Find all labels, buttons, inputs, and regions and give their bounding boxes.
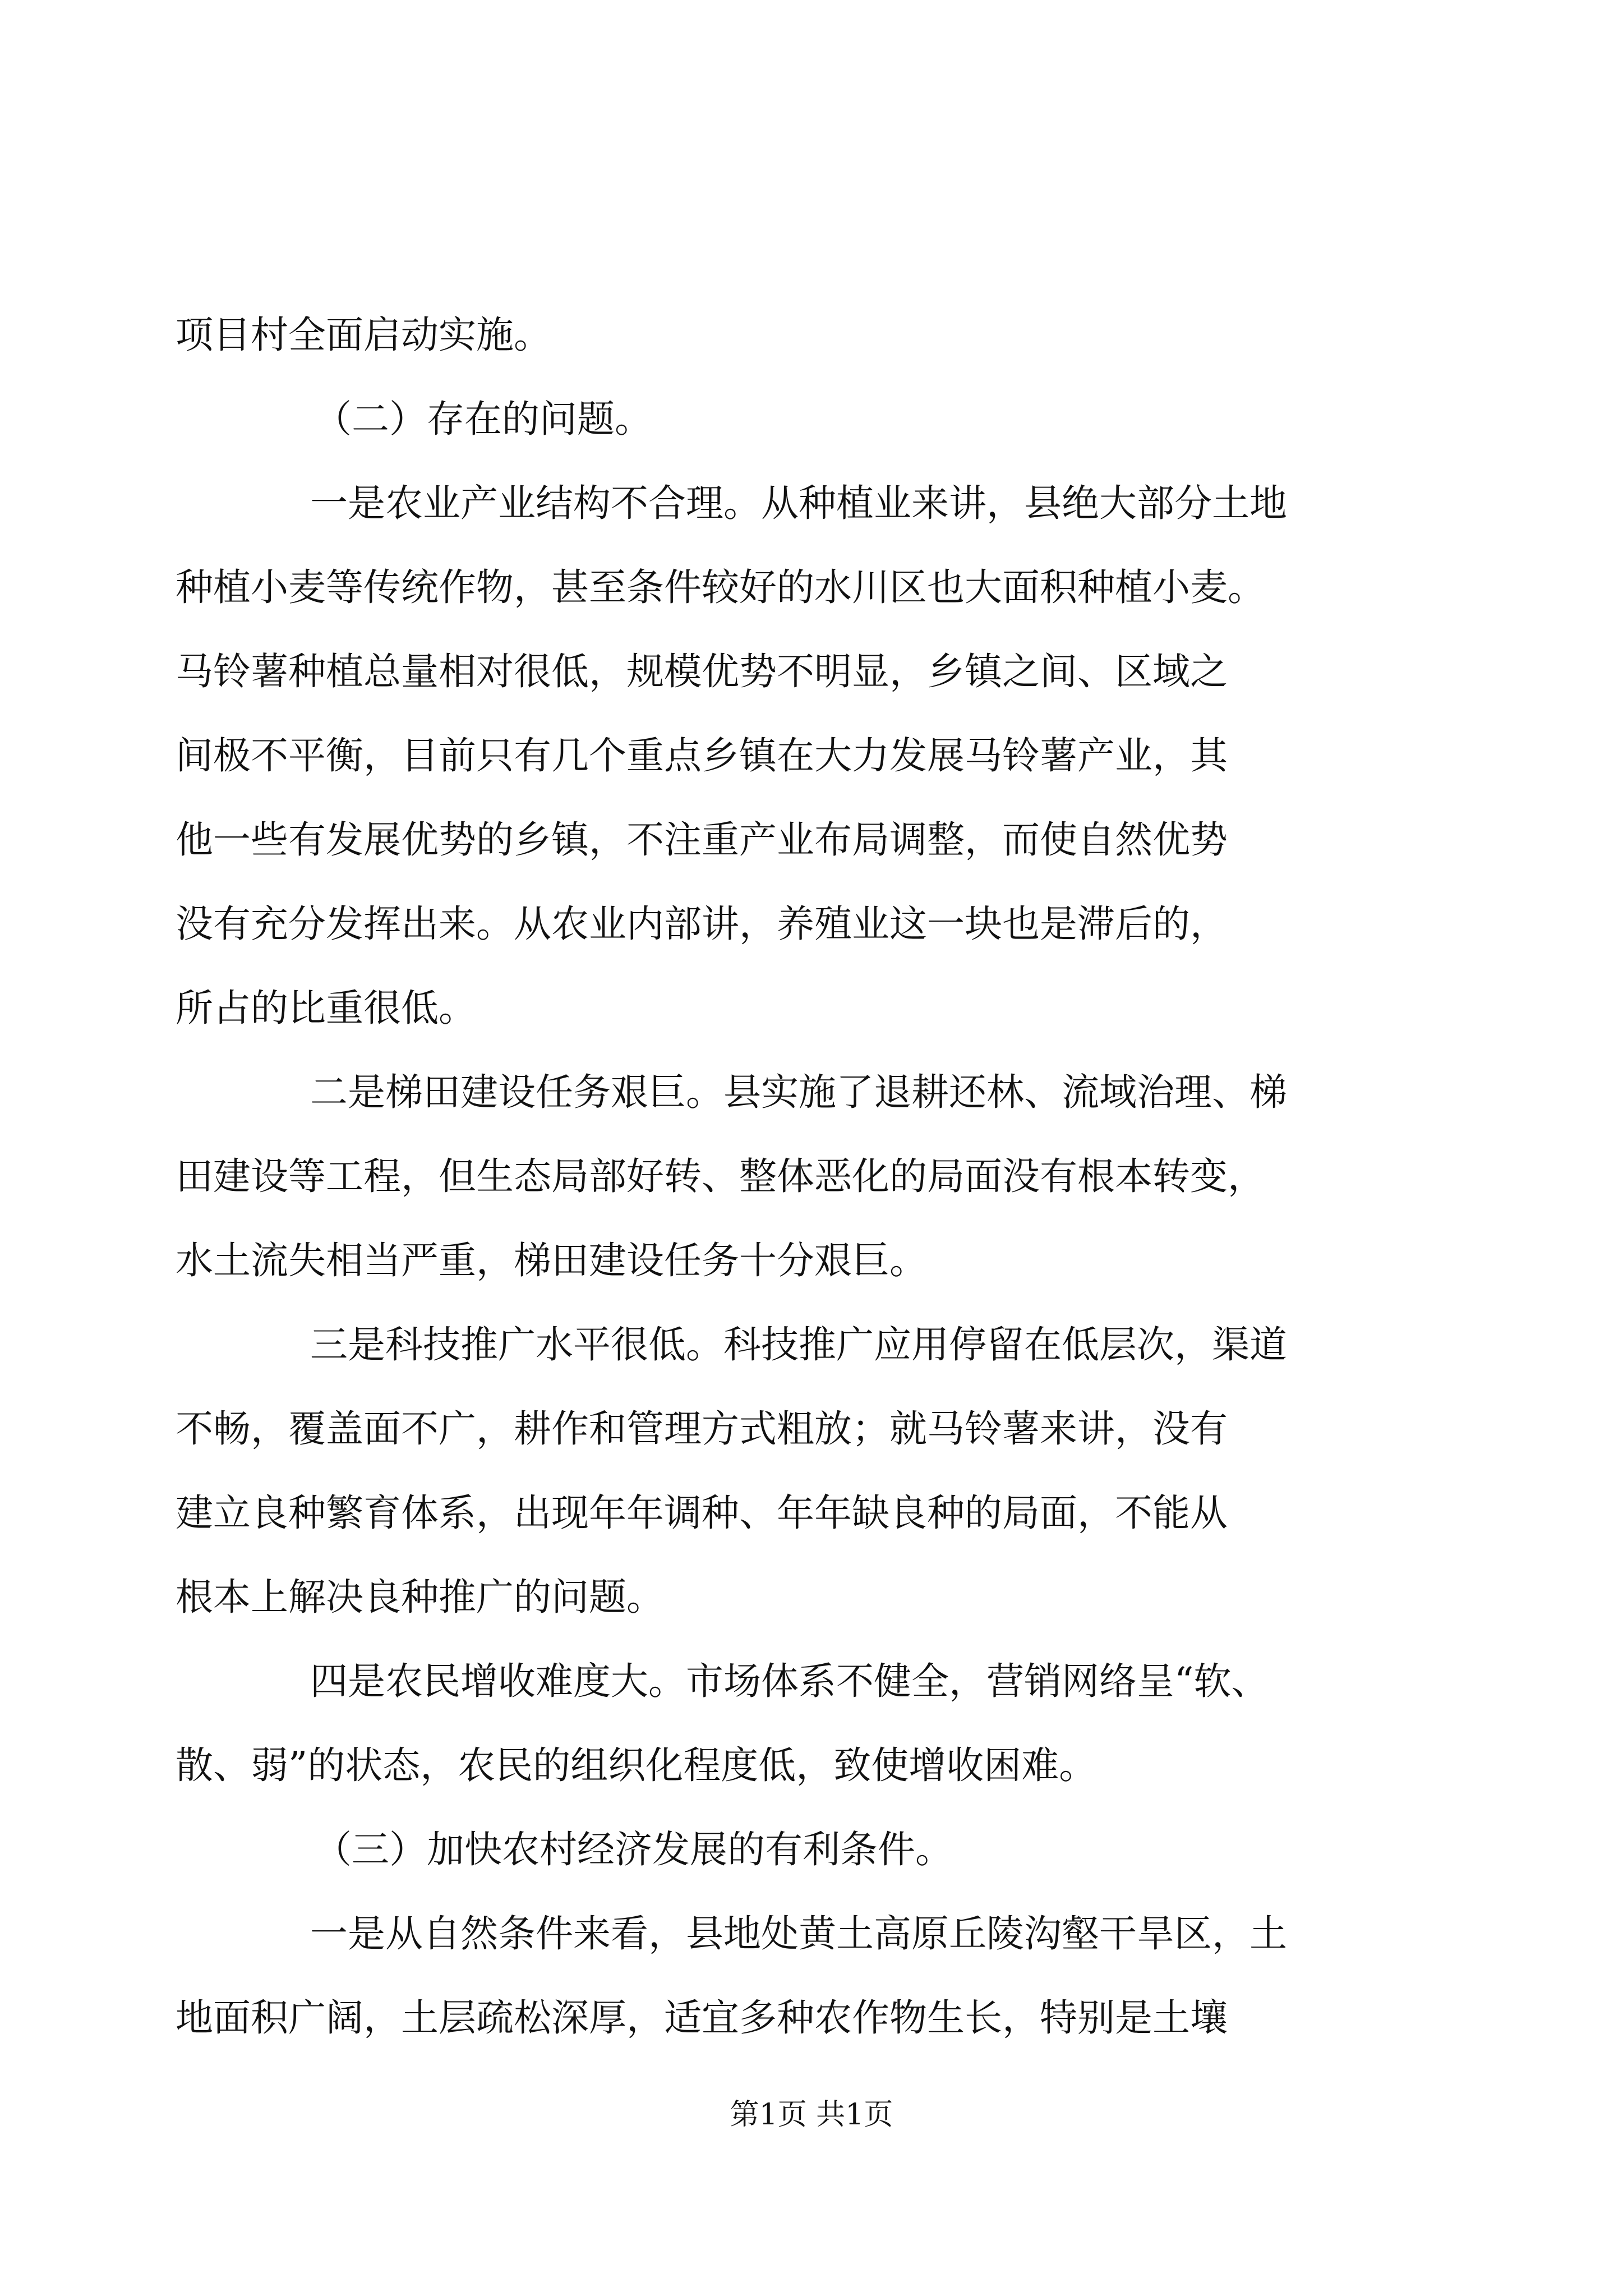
text-line-7: 他一些有发展优势的乡镇，不注重产业布局调整，而使自然优势 — [176, 818, 1228, 862]
text-line-15: 建立良种繁育体系，出现年年调种、年年缺良种的局面，不能从 — [176, 1491, 1228, 1535]
text-line-12: 水土流失相当严重，梯田建设任务十分艰巨。 — [176, 1239, 927, 1282]
section-heading-3: （三）加快农村经济发展的有利条件。 — [314, 1828, 953, 1871]
text-line-8: 没有充分发挥出来。从农业内部讲，养殖业这一块也是滞后的， — [176, 902, 1228, 946]
text-line-9: 所占的比重很低。 — [176, 986, 476, 1030]
text-line-21: 地面积广阔，土层疏松深厚，适宜多种农作物生长，特别是土壤 — [176, 1996, 1228, 2040]
text-line-3: 一是农业产业结构不合理。从种植业来讲，县绝大部分土地 — [310, 481, 1287, 525]
text-line-4: 种植小麦等传统作物，甚至条件较好的水川区也大面积种植小麦。 — [176, 565, 1265, 609]
text-line-14: 不畅，覆盖面不广，耕作和管理方式粗放；就马铃薯来讲，没有 — [176, 1407, 1228, 1451]
text-line-1: 项目村全面启动实施。 — [176, 313, 551, 357]
text-line-11: 田建设等工程，但生态局部好转、整体恶化的局面没有根本转变， — [176, 1154, 1265, 1198]
text-line-16: 根本上解决良种推广的问题。 — [176, 1575, 664, 1619]
section-heading-2: （二）存在的问题。 — [314, 397, 652, 441]
text-line-10: 二是梯田建设任务艰巨。县实施了退耕还林、流域治理、梯 — [310, 1070, 1287, 1114]
text-line-6: 间极不平衡，目前只有几个重点乡镇在大力发展马铃薯产业，其 — [176, 734, 1228, 777]
text-line-5: 马铃薯种植总量相对很低，规模优势不明显，乡镇之间、区域之 — [176, 650, 1228, 693]
text-line-20: 一是从自然条件来看，县地处黄土高原丘陵沟壑干旱区，土 — [310, 1912, 1287, 1955]
text-line-17: 四是农民增收难度大。市场体系不健全，营销网络呈“软、 — [310, 1659, 1269, 1703]
text-line-18: 散、弱”的状态，农民的组织化程度低，致使增收困难。 — [176, 1743, 1097, 1787]
text-line-13: 三是科技推广水平很低。科技推广应用停留在低层次，渠道 — [310, 1323, 1287, 1366]
page-footer: 第1页 共1页 — [730, 2098, 893, 2132]
